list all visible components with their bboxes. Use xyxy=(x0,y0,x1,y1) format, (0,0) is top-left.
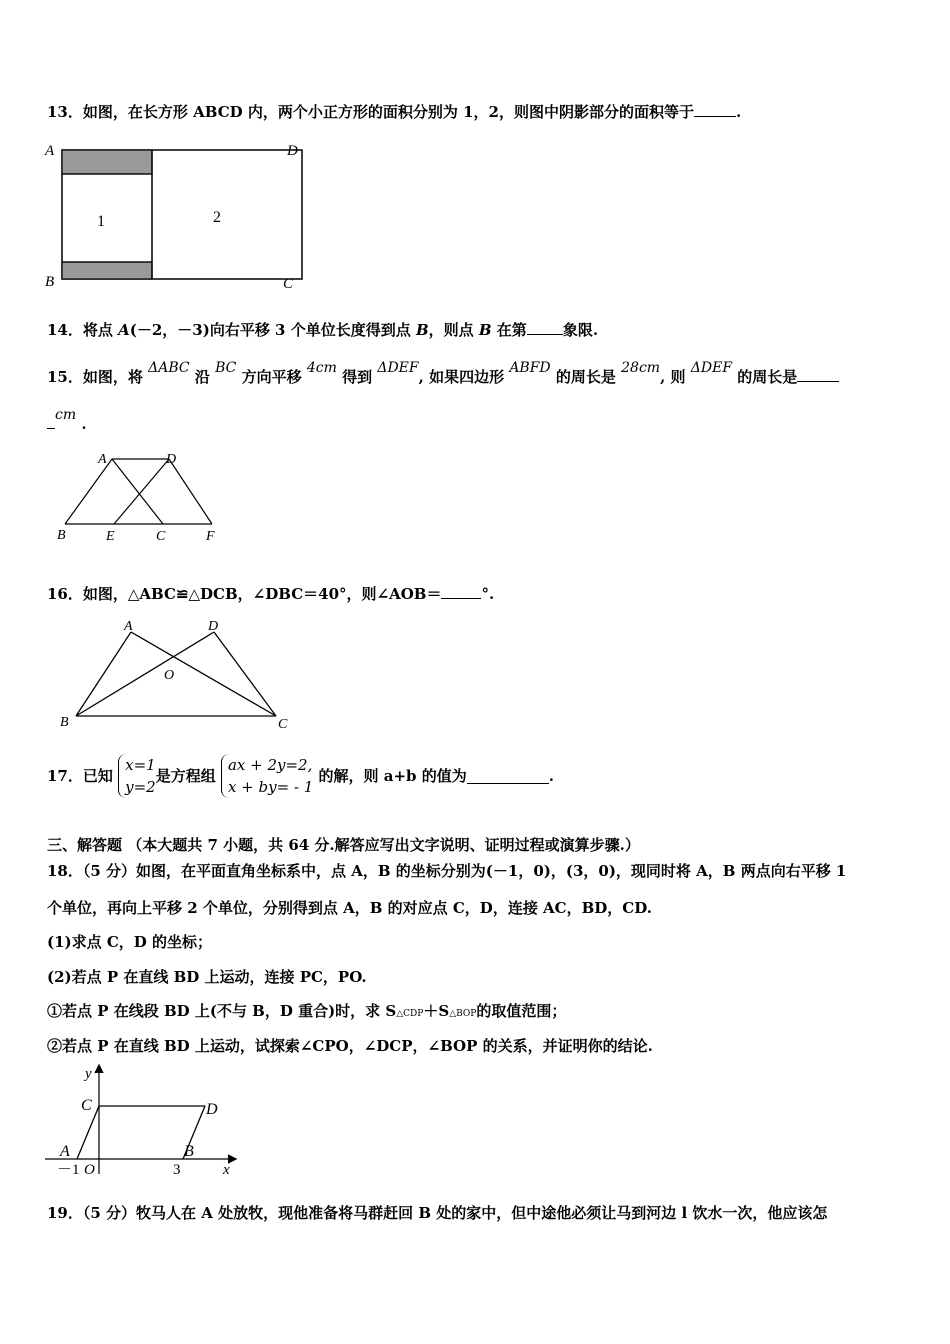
label-C: C xyxy=(283,276,294,290)
solution-system: x=1 y=2 xyxy=(118,754,156,798)
figure-16-triangles xyxy=(56,612,296,732)
label-D: D xyxy=(208,619,219,634)
label-B: B xyxy=(57,528,66,543)
question-19: 19．（5 分）牧马人在 A 处放牧，现他准备将马群赶回 B 处的家中，但中途他必须让马到河边 l 饮水一次，他应该怎 xyxy=(47,1204,828,1222)
x-axis-label: x xyxy=(223,1162,230,1178)
equation-system: ax + 2y=2, x + by= - 1 xyxy=(221,754,313,798)
label-A: A xyxy=(60,1143,70,1160)
y-axis-label: y xyxy=(85,1066,92,1082)
label-A: A xyxy=(124,619,133,634)
shaded-bottom xyxy=(62,262,152,279)
question-14: 14．将点 A(－2，－3)向右平移 3 个单位长度得到点 B，则点 B 在第 象限. xyxy=(47,321,599,339)
label-F: F xyxy=(206,529,215,544)
tick-3: 3 xyxy=(173,1162,181,1178)
question-17: 17．已知 x=1 y=2是方程组 ax + 2y=2, x + by= - 1 的解，则 a+b 的值为 . xyxy=(47,756,555,796)
label-A: A xyxy=(98,452,107,467)
question-18-line-2: 个单位，再向上平移 2 个单位，分别得到点 A，B 的对应点 C，D，连接 AC，BD，CD. xyxy=(47,899,652,917)
section-3-heading: 三、解答题 （本大题共 7 小题，共 64 分.解答应写出文字说明、证明过程或演算步骤.） xyxy=(47,836,640,854)
answer-blank xyxy=(441,584,481,599)
question-15: 15．如图，将 ΔABC 沿 BC 方向平移 4cm 得到 ΔDEF, 如果四边形 ABFD 的周长是 28cm, 则 ΔDEF 的周长是 xyxy=(47,364,839,391)
square-1-label: 1 xyxy=(97,213,105,230)
answer-blank xyxy=(467,769,549,784)
question-18-part-2-ii: ②若点 P 在直线 BD 上运动，试探索∠CPO，∠DCP，∠BOP 的关系，并证明你的结论. xyxy=(47,1037,653,1055)
origin-label: O xyxy=(84,1162,95,1178)
label-D: D xyxy=(166,452,177,467)
label-B: B xyxy=(184,1143,194,1160)
label-C: C xyxy=(278,717,288,732)
question-18-part-2-i: ①若点 P 在线段 BD 上(不与 B，D 重合)时，求 S△CDP＋S△BOP的取值范围； xyxy=(47,1002,567,1020)
figure-18-coordinate-plane xyxy=(40,1062,240,1180)
label-D: D xyxy=(287,143,298,159)
label-A: A xyxy=(45,143,55,159)
tick-minus-1: －1 xyxy=(57,1162,80,1178)
label-D: D xyxy=(206,1101,218,1118)
answer-blank xyxy=(527,320,563,335)
question-13: 13．如图，在长方形 ABCD 内，两个小正方形的面积分别为 1，2，则图中阴影部分的面积等于 . xyxy=(47,103,742,121)
label-C: C xyxy=(81,1097,92,1114)
question-18-part-2: (2)若点 P 在直线 BD 上运动，连接 PC，PO. xyxy=(47,968,367,986)
answer-blank xyxy=(797,367,839,382)
question-15-cont: cm . xyxy=(47,414,87,435)
answer-blank xyxy=(694,102,736,117)
question-18-part-1: (1)求点 C，D 的坐标； xyxy=(47,933,213,951)
label-E: E xyxy=(106,529,115,544)
label-B: B xyxy=(45,274,55,290)
label-C: C xyxy=(156,529,166,544)
question-18-line-1: 18．（5 分）如图，在平面直角坐标系中，点 A，B 的坐标分别为(－1，0)，(3，0)，现同时将 A，B 两点向右平移 1 xyxy=(47,862,847,880)
label-O: O xyxy=(164,668,175,683)
label-B: B xyxy=(60,715,69,730)
figure-13-rectangle xyxy=(40,138,310,290)
square-2-label: 2 xyxy=(213,209,221,226)
shaded-top xyxy=(62,150,152,174)
question-16: 16．如图，△ABC≌△DCB，∠DBC＝40°，则∠AOB＝ °. xyxy=(47,585,495,603)
figure-15-translation xyxy=(52,446,232,546)
